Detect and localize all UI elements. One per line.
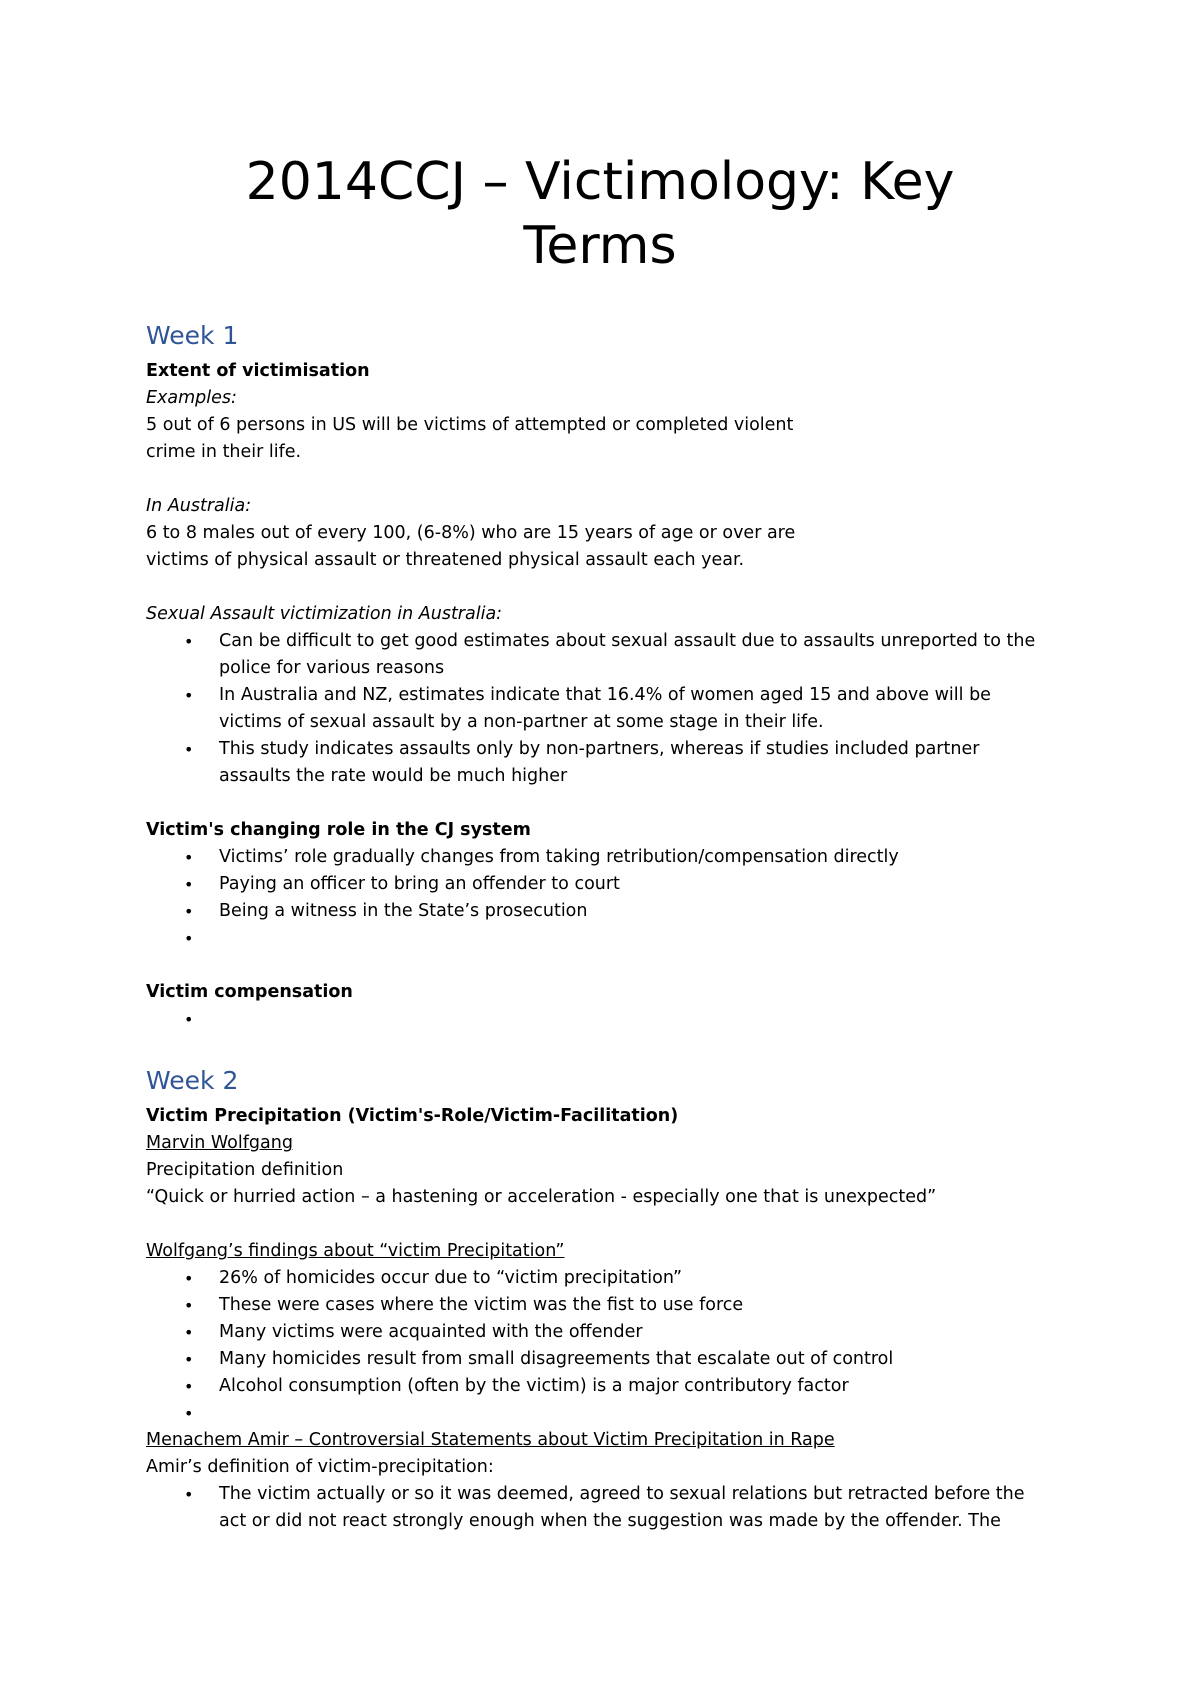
amir-bullet-1-line-1: The victim actually or so it was deemed, agreed to sexual relations but retracted before the — [219, 1484, 1025, 1504]
sexual-assault-bullet-1-line-2: police for various reasons — [219, 658, 445, 678]
bullet-marker: • — [184, 1350, 194, 1369]
bullet-marker: • — [184, 902, 194, 921]
changing-role-bullet-1: Victims’ role gradually changes from taking retribution/compensation directly — [219, 847, 899, 867]
bullet-marker: • — [184, 1485, 194, 1504]
bullet-marker: • — [184, 848, 194, 867]
bullet-marker: • — [184, 740, 194, 759]
week-1-heading: Week 1 — [146, 321, 239, 350]
sexual-assault-bullet-3-line-2: assaults the rate would be much higher — [219, 766, 568, 786]
examples-label: Examples: — [146, 388, 237, 408]
sexual-assault-bullet-1-line-1: Can be difficult to get good estimates about sexual assault due to assaults unreported to the — [219, 631, 1036, 651]
sexual-assault-label: Sexual Assault victimization in Australia: — [146, 604, 503, 624]
australia-label: In Australia: — [146, 496, 252, 516]
findings-bullet-3: Many victims were acquainted with the offender — [219, 1322, 643, 1342]
australia-stat-line-2: victims of physical assault or threatened physical assault each year. — [146, 550, 745, 570]
bullet-marker: • — [184, 1269, 194, 1288]
week-2-heading: Week 2 — [146, 1066, 239, 1095]
compensation-heading: Victim compensation — [146, 982, 353, 1002]
precipitation-definition-label: Precipitation definition — [146, 1160, 344, 1180]
bullet-marker: • — [184, 1404, 194, 1423]
findings-bullet-2: These were cases where the victim was the fist to use force — [219, 1295, 744, 1315]
amir-heading: Menachem Amir – Controversial Statements about Victim Precipitation in Rape — [146, 1430, 835, 1450]
changing-role-bullet-3: Being a witness in the State’s prosecution — [219, 901, 588, 921]
victim-precipitation-heading: Victim Precipitation (Victim's-Role/Victim-Facilitation) — [146, 1106, 679, 1126]
changing-role-heading: Victim's changing role in the CJ system — [146, 820, 531, 840]
australia-stat-line-1: 6 to 8 males out of every 100, (6-8%) who are 15 years of age or over are — [146, 523, 796, 543]
document-title-line-1: 2014CCJ – Victimology: Key — [245, 152, 955, 212]
changing-role-bullet-2: Paying an officer to bring an offender to court — [219, 874, 620, 894]
findings-bullet-4: Many homicides result from small disagreements that escalate out of control — [219, 1349, 894, 1369]
document-title-line-2: Terms — [523, 216, 677, 276]
findings-bullet-1: 26% of homicides occur due to “victim precipitation” — [219, 1268, 683, 1288]
bullet-marker: • — [184, 1010, 194, 1029]
bullet-marker: • — [184, 929, 194, 948]
bullet-marker: • — [184, 1296, 194, 1315]
findings-bullet-5: Alcohol consumption (often by the victim) is a major contributory factor — [219, 1376, 849, 1396]
bullet-marker: • — [184, 1377, 194, 1396]
bullet-marker: • — [184, 1323, 194, 1342]
sexual-assault-bullet-2-line-1: In Australia and NZ, estimates indicate that 16.4% of women aged 15 and above will be — [219, 685, 991, 705]
extent-heading: Extent of victimisation — [146, 361, 370, 381]
us-stat-line-1: 5 out of 6 persons in US will be victims of attempted or completed violent — [146, 415, 794, 435]
bullet-marker: • — [184, 686, 194, 705]
bullet-marker: • — [184, 632, 194, 651]
precipitation-definition-quote: “Quick or hurried action – a hastening or acceleration - especially one that is unexpected” — [146, 1187, 937, 1207]
us-stat-line-2: crime in their life. — [146, 442, 302, 462]
sexual-assault-bullet-2-line-2: victims of sexual assault by a non-partner at some stage in their life. — [219, 712, 824, 732]
sexual-assault-bullet-3-line-1: This study indicates assaults only by non-partners, whereas if studies included partner — [219, 739, 980, 759]
author-wolfgang: Marvin Wolfgang — [146, 1133, 293, 1153]
amir-bullet-1-line-2: act or did not react strongly enough when the suggestion was made by the offender. The — [219, 1511, 1001, 1531]
wolfgang-findings-heading: Wolfgang’s findings about “victim Precipitation” — [146, 1241, 565, 1261]
bullet-marker: • — [184, 875, 194, 894]
amir-definition-label: Amir’s definition of victim-precipitation: — [146, 1457, 494, 1477]
